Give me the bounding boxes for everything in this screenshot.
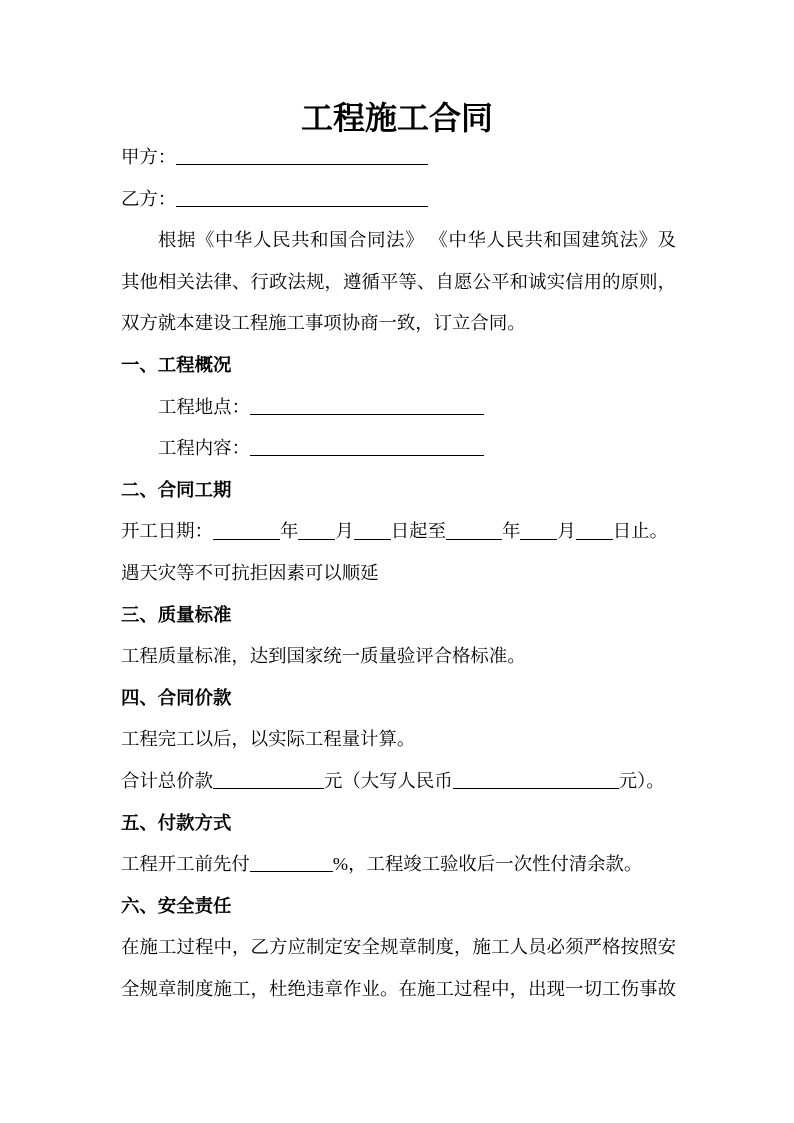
start-day-unit: 日起至 xyxy=(390,521,446,542)
price-text: 工程完工以后，以实际工程量计算。 xyxy=(121,729,416,750)
section-heading-overview: 一、工程概况 xyxy=(121,354,232,375)
start-year-blank xyxy=(213,520,280,539)
end-month-unit: 月 xyxy=(557,521,576,542)
start-day-blank xyxy=(354,520,391,539)
total-price-label: 合计总价款 xyxy=(121,770,213,791)
payment-prepay-label: 工程开工前先付 xyxy=(121,854,250,875)
payment-line xyxy=(121,844,676,886)
project-content-label: 工程内容： xyxy=(158,438,250,459)
end-day-blank xyxy=(576,520,613,539)
intro-line-3: 双方就本建设工程施工事项协商一致，订立合同。 xyxy=(121,313,526,334)
start-month-blank xyxy=(298,520,335,539)
start-year-unit: 年 xyxy=(279,521,299,542)
party-b-blank xyxy=(176,187,428,206)
document-title: 工程施工合同 xyxy=(300,100,493,136)
party-b-label: 乙方： xyxy=(121,188,177,209)
party-a-line xyxy=(121,137,676,179)
contract-body xyxy=(121,137,676,1010)
schedule-note: 遇天灾等不可抗拒因素可以顺延 xyxy=(121,562,379,583)
quality-text: 工程质量标准，达到国家统一质量验评合格标准。 xyxy=(121,646,526,667)
section-heading-quality: 三、质量标准 xyxy=(121,604,232,625)
payment-percent-blank xyxy=(250,853,333,872)
intro-line-1: 根据《中华人民共和国合同法》 《中华人民共和国建筑法》及 xyxy=(158,230,676,251)
project-location-blank xyxy=(250,395,484,414)
end-year-unit: 年 xyxy=(501,521,521,542)
section-heading-price: 四、合同价款 xyxy=(121,687,232,708)
section-heading-schedule: 二、合同工期 xyxy=(121,479,232,500)
start-date-label: 开工日期： xyxy=(121,521,213,542)
party-a-blank xyxy=(176,146,428,165)
end-day-unit: 日止。 xyxy=(612,521,668,542)
schedule-dates-line xyxy=(121,511,676,553)
section-heading-payment: 五、付款方式 xyxy=(121,812,232,833)
project-location-label: 工程地点： xyxy=(158,396,250,417)
total-price-line xyxy=(121,761,676,803)
project-content-line xyxy=(121,428,676,470)
end-month-blank xyxy=(520,520,557,539)
party-a-label: 甲方： xyxy=(121,147,177,167)
end-year-blank xyxy=(446,520,502,539)
safety-line-1: 在施工过程中，乙方应制定安全规章制度，施工人员必须严格按照安 xyxy=(121,937,676,958)
total-price-uppercase-label: 元（大写人民币 xyxy=(323,770,453,791)
project-content-blank xyxy=(250,437,484,456)
payment-remainder-text: %，工程竣工验收后一次性付清余款。 xyxy=(332,854,643,875)
total-price-end: 元）。 xyxy=(618,770,665,791)
section-heading-safety: 六、安全责任 xyxy=(121,895,232,916)
total-price-uppercase-blank xyxy=(453,770,619,789)
intro-line-2: 其他相关法律、行政法规，遵循平等、自愿公平和诚实信用的原则， xyxy=(121,271,676,292)
safety-line-2: 全规章制度施工，杜绝违章作业。在施工过程中，出现一切工伤事故 xyxy=(121,978,676,999)
party-b-line xyxy=(121,179,676,221)
start-month-unit: 月 xyxy=(335,521,354,542)
total-price-blank xyxy=(213,770,324,789)
project-location-line xyxy=(121,387,676,429)
